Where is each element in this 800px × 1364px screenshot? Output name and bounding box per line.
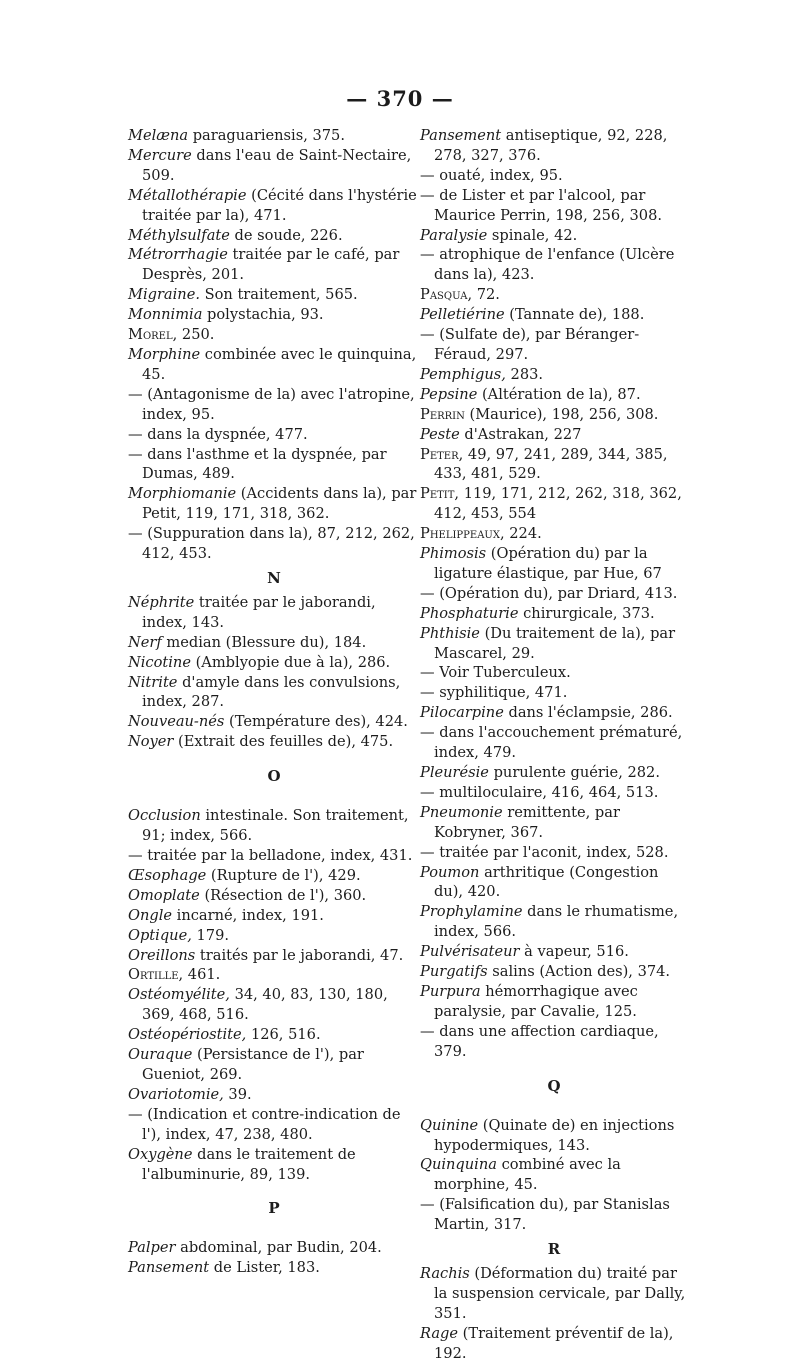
index-term: Quinquina — [420, 1156, 497, 1174]
index-entry-text: (Déformation du) traité par la suspension cervicale, par Dally, 351. — [434, 1265, 686, 1322]
index-entry — [420, 1264, 688, 1324]
index-entry — [420, 166, 688, 186]
index-entry-text: abdominal, par Budin, 204. — [175, 1239, 382, 1257]
index-entry-text: à vapeur, 516. — [519, 943, 629, 961]
index-term: Pansement — [128, 1259, 210, 1277]
index-term: Peste — [420, 425, 460, 443]
index-term: Oreillons — [128, 946, 196, 964]
index-entry-text: — ouaté, index, 95. — [420, 166, 563, 184]
index-entry-text: — (Falsification du), par Stanislas Martin, 317. — [420, 1196, 670, 1234]
index-entry — [420, 723, 688, 763]
index-term: Morphiomanie — [128, 485, 237, 503]
index-entry — [128, 673, 420, 713]
index-entry — [128, 1045, 420, 1085]
index-entry-text: 126, 516. — [246, 1026, 321, 1044]
index-entry — [128, 926, 420, 946]
index-entry — [128, 305, 420, 325]
index-entry-text: traitée par le jaborandi, index, 143. — [142, 593, 376, 631]
index-entry-text: salins (Action des), 374. — [487, 963, 671, 981]
index-term: Monnimia — [128, 306, 203, 324]
index-entry-text: hémorrhagique avec paralysie, par Cavalie, 125. — [434, 982, 638, 1020]
index-entry — [420, 305, 688, 325]
index-entry-text: chirurgicale, 373. — [518, 604, 655, 622]
index-entry — [420, 484, 688, 524]
index-term: Petit — [420, 485, 455, 503]
index-entry — [128, 633, 420, 653]
index-entry — [420, 604, 688, 624]
index-entry-text: — (Sulfate de), par Béranger-Féraud, 297. — [420, 326, 640, 363]
index-entry — [420, 285, 688, 305]
index-entry-text: — Voir Tuberculeux. — [420, 664, 571, 682]
index-entry-text: intestinale. Son traitement, 91; index, 566. — [142, 807, 409, 845]
index-entry-text: arthritique (Congestion du), 420. — [434, 863, 659, 901]
index-entry — [420, 544, 688, 584]
index-entry-text: Son traitement, 565. — [199, 286, 358, 304]
index-term: Melæna — [128, 127, 189, 144]
section-heading-q: Q — [547, 1076, 561, 1095]
index-column-left — [128, 126, 420, 1278]
index-entry-text: d'Astrakan, 227 — [459, 425, 582, 443]
index-term: Ostéopériostite, — [128, 1026, 247, 1044]
index-term: Métrorrhagie — [128, 246, 228, 264]
index-entry — [420, 325, 688, 365]
index-entry-text: purulente guérie, 282. — [488, 764, 660, 781]
index-entry-text: (Résection de l'), 360. — [199, 886, 367, 904]
index-entry — [420, 783, 688, 803]
index-entry — [420, 962, 688, 982]
index-entry-text: — (Suppuration dans la), 87, 212, 262, 412, 453. — [128, 525, 415, 563]
index-entry-text: dans l'éclampsie, 286. — [503, 704, 673, 722]
index-entry-text: — (Opération du), par Driard, 413. — [420, 584, 678, 602]
index-entry-text: — de Lister et par l'alcool, par Maurice Perrin, 198, 256, 308. — [420, 186, 662, 224]
index-term: Nouveau-nés — [128, 713, 225, 731]
index-term: Morphine — [128, 345, 201, 363]
index-entry — [128, 866, 420, 886]
index-term: Optique, — [128, 926, 192, 944]
index-entry — [128, 126, 420, 146]
index-entry — [420, 425, 688, 445]
index-term: Œsophage — [128, 866, 207, 884]
index-term: Rachis — [420, 1265, 470, 1283]
index-entry-text: 283. — [505, 365, 544, 383]
index-term: Ovariotomie, — [128, 1085, 224, 1103]
index-entry-text: remittente, par Kobryner, 367. — [434, 803, 620, 841]
section-heading-o: O — [267, 767, 281, 786]
index-entry-text: traités par le jaborandi, 47. — [195, 946, 404, 964]
index-entry — [420, 803, 688, 843]
index-entry-text: (Cécité dans l'hystérie traitée par la), 471. — [142, 186, 417, 224]
index-entry — [420, 524, 688, 544]
index-entry — [420, 763, 688, 783]
page-number: — 370 — — [346, 86, 454, 111]
index-entry-text: — dans l'asthme et la dyspnée, par Dumas, 489. — [128, 445, 387, 483]
index-entry-text: (Altération de la), 87. — [477, 385, 641, 403]
index-entry-text: , 250. — [172, 326, 215, 344]
index-entry — [128, 806, 420, 846]
index-term: Métallothérapie — [128, 186, 247, 204]
index-entry-text: — (Antagonisme de la) avec l'atropine, index, 95. — [128, 385, 415, 423]
index-entry-text: (Extrait des feuilles de), 475. — [173, 733, 394, 751]
index-column-right — [420, 126, 688, 1364]
index-entry-text: de soude, 226. — [229, 226, 343, 244]
index-term: Ongle — [128, 906, 173, 924]
index-term: Pepsine — [420, 385, 478, 403]
index-term: Rage — [420, 1324, 459, 1342]
index-entry — [420, 405, 688, 425]
index-entry — [420, 445, 688, 485]
index-entry — [128, 732, 420, 752]
index-entry-text: dans le traitement de l'albuminurie, 89, 139. — [142, 1145, 356, 1183]
index-entry — [420, 584, 688, 604]
index-entry — [128, 965, 420, 985]
index-entry-text: , 119, 171, 212, 262, 318, 362, 412, 453, 554 — [434, 485, 682, 523]
index-entry-text: (Tannate de), 188. — [504, 306, 645, 324]
index-entry-text: — multiloculaire, 416, 464, 513. — [420, 783, 659, 801]
index-term: Nerf — [128, 633, 162, 651]
index-entry-text: — dans l'accouchement prématuré, index, 479. — [420, 724, 683, 762]
index-entry-text: de Lister, 183. — [209, 1259, 320, 1277]
index-entry-text: 34, 40, 83, 130, 180, 369, 468, 516. — [142, 986, 388, 1024]
index-entry-text: dans le rhumatisme, index, 566. — [434, 903, 679, 941]
index-entry-text: spinale, 42. — [487, 226, 578, 244]
index-entry — [128, 226, 420, 246]
index-term: Néphrite — [128, 593, 195, 611]
index-entry-text: 179. — [191, 926, 229, 944]
index-term: Phelippeaux — [420, 525, 500, 543]
index-term: Oxygène — [128, 1145, 193, 1163]
index-entry — [420, 624, 688, 664]
index-term: Pneumonie — [420, 803, 503, 821]
index-term: Ouraque — [128, 1046, 193, 1064]
index-entry — [420, 186, 688, 226]
index-term: Mercure — [128, 146, 192, 164]
index-entry-text: , 49, 97, 241, 289, 344, 385, 433, 481, 529. — [434, 445, 668, 483]
index-entry — [128, 425, 420, 445]
index-entry-text: (Quinate de) en injections hypodermiques, 143. — [434, 1116, 675, 1154]
index-term: Noyer — [128, 733, 174, 751]
index-term: Nicotine — [128, 653, 191, 671]
index-entry — [128, 345, 420, 385]
index-entry — [128, 186, 420, 226]
index-entry — [128, 1105, 420, 1145]
index-entry — [128, 985, 420, 1025]
index-entry — [420, 1155, 688, 1195]
index-entry-text: (Température des), 424. — [224, 713, 408, 731]
index-term: Quinine — [420, 1116, 479, 1134]
index-entry-text: traitée par le café, par Desprès, 201. — [142, 246, 400, 284]
index-entry — [128, 946, 420, 966]
index-entry-text: incarné, index, 191. — [172, 906, 324, 924]
index-term: Omoplate — [128, 886, 200, 904]
index-entry-text: dans l'eau de Saint-Nectaire, 509. — [142, 146, 412, 184]
section-heading-r: R — [547, 1240, 561, 1259]
index-entry-text: (Amblyopie due à la), 286. — [190, 653, 391, 671]
index-term: Ostéomyélite, — [128, 986, 230, 1004]
index-term: Morel — [128, 326, 173, 344]
index-term: Phimosis — [420, 545, 487, 563]
index-entry — [128, 445, 420, 485]
index-entry — [128, 886, 420, 906]
index-entry-text: 39. — [223, 1085, 252, 1103]
index-entry — [420, 1022, 688, 1062]
index-entry — [128, 524, 420, 564]
index-entry-text: antiseptique, 92, 228, 278, 327, 376. — [434, 127, 668, 164]
index-entry — [420, 863, 688, 903]
index-entry — [420, 245, 688, 285]
index-entry — [420, 1324, 688, 1364]
index-entry-text: (Traitement préventif de la), 192. — [434, 1324, 674, 1362]
index-term: Migraine. — [128, 286, 200, 304]
index-term: Ortille — [128, 966, 179, 984]
index-entry — [128, 285, 420, 305]
index-entry — [420, 982, 688, 1022]
index-term: Pilocarpine — [420, 704, 504, 722]
index-term: Paralysie — [420, 226, 488, 244]
index-term: Purpura — [420, 982, 481, 1000]
index-entry-text: d'amyle dans les convulsions, index, 287. — [142, 673, 401, 711]
index-entry — [128, 593, 420, 633]
index-term: Phthisie — [420, 624, 480, 642]
index-entry — [128, 484, 420, 524]
index-entry-text: (Maurice), 198, 256, 308. — [464, 405, 659, 423]
index-entry — [420, 703, 688, 723]
index-entry — [128, 325, 420, 345]
index-entry — [420, 683, 688, 703]
index-entry — [128, 1238, 420, 1258]
index-term: Palper — [128, 1239, 176, 1257]
index-entry — [128, 1025, 420, 1045]
index-entry-text: — (Indication et contre-indication de l'), index, 47, 238, 480. — [128, 1105, 401, 1143]
index-term: Pasqua — [420, 286, 468, 304]
index-term: Poumon — [420, 863, 480, 881]
index-entry-text: — traitée par l'aconit, index, 528. — [420, 843, 669, 861]
index-entry-text: paraguariensis, 375. — [188, 127, 345, 144]
index-entry — [128, 906, 420, 926]
index-entry — [420, 365, 688, 385]
index-term: Phosphaturie — [420, 604, 519, 622]
index-entry — [420, 942, 688, 962]
index-term: Purgatifs — [420, 963, 488, 981]
index-entry-text: (Opération du) par la ligature élastique, par Hue, 67 — [434, 545, 662, 582]
index-term: Pulvérisateur — [420, 943, 520, 961]
index-entry-text: — dans une affection cardiaque, 379. — [420, 1022, 659, 1060]
index-entry — [128, 712, 420, 732]
index-entry-text: , 461. — [178, 966, 221, 984]
index-entry — [420, 1116, 688, 1156]
index-entry-text: median (Blessure du), 184. — [161, 633, 367, 651]
index-entry — [420, 902, 688, 942]
index-entry — [128, 385, 420, 425]
index-entry-text: polystachia, 93. — [202, 306, 324, 324]
index-entry — [128, 653, 420, 673]
index-entry — [128, 1085, 420, 1105]
index-entry-text: — dans la dyspnée, 477. — [128, 425, 308, 443]
index-entry — [420, 126, 688, 166]
index-entry — [420, 843, 688, 863]
index-entry-text: — traitée par la belladone, index, 431. — [128, 847, 413, 864]
index-term: Nitrite — [128, 673, 178, 691]
index-entry — [128, 146, 420, 186]
index-term: Pemphigus, — [420, 365, 506, 383]
index-entry-text: combiné avec la morphine, 45. — [434, 1156, 621, 1194]
index-entry-text: (Du traitement de la), par Mascarel, 29. — [434, 624, 676, 662]
index-entry — [420, 226, 688, 246]
index-term: Pleurésie — [420, 764, 489, 781]
index-entry — [420, 1195, 688, 1235]
index-entry — [128, 1145, 420, 1185]
index-entry-text: — atrophique de l'enfance (Ulcère dans la), 423. — [420, 246, 675, 284]
index-term: Pelletiérine — [420, 306, 505, 324]
index-entry — [128, 846, 420, 866]
index-entry-text: (Persistance de l'), par Gueniot, 269. — [142, 1046, 364, 1083]
index-term: Occlusion — [128, 807, 201, 825]
section-heading-n: N — [267, 568, 281, 587]
index-entry-text: (Rupture de l'), 429. — [206, 866, 361, 884]
index-term: Méthylsulfate — [128, 226, 230, 244]
index-term: Perrin — [420, 405, 465, 423]
index-entry-text: , 72. — [467, 286, 500, 304]
index-term: Pansement — [420, 127, 502, 144]
index-term: Prophylamine — [420, 903, 523, 921]
index-entry — [128, 1258, 420, 1278]
index-entry-text: , 224. — [499, 525, 542, 543]
index-entry-text: — syphilitique, 471. — [420, 684, 568, 702]
index-entry — [128, 245, 420, 285]
index-entry-text: (Accidents dans la), par Petit, 119, 171, 318, 362. — [142, 485, 417, 523]
index-term: Peter — [420, 445, 459, 463]
section-heading-p: P — [268, 1199, 280, 1218]
index-entry-text: combinée avec le quinquina, 45. — [142, 345, 417, 383]
index-entry — [420, 663, 688, 683]
index-entry — [420, 385, 688, 405]
